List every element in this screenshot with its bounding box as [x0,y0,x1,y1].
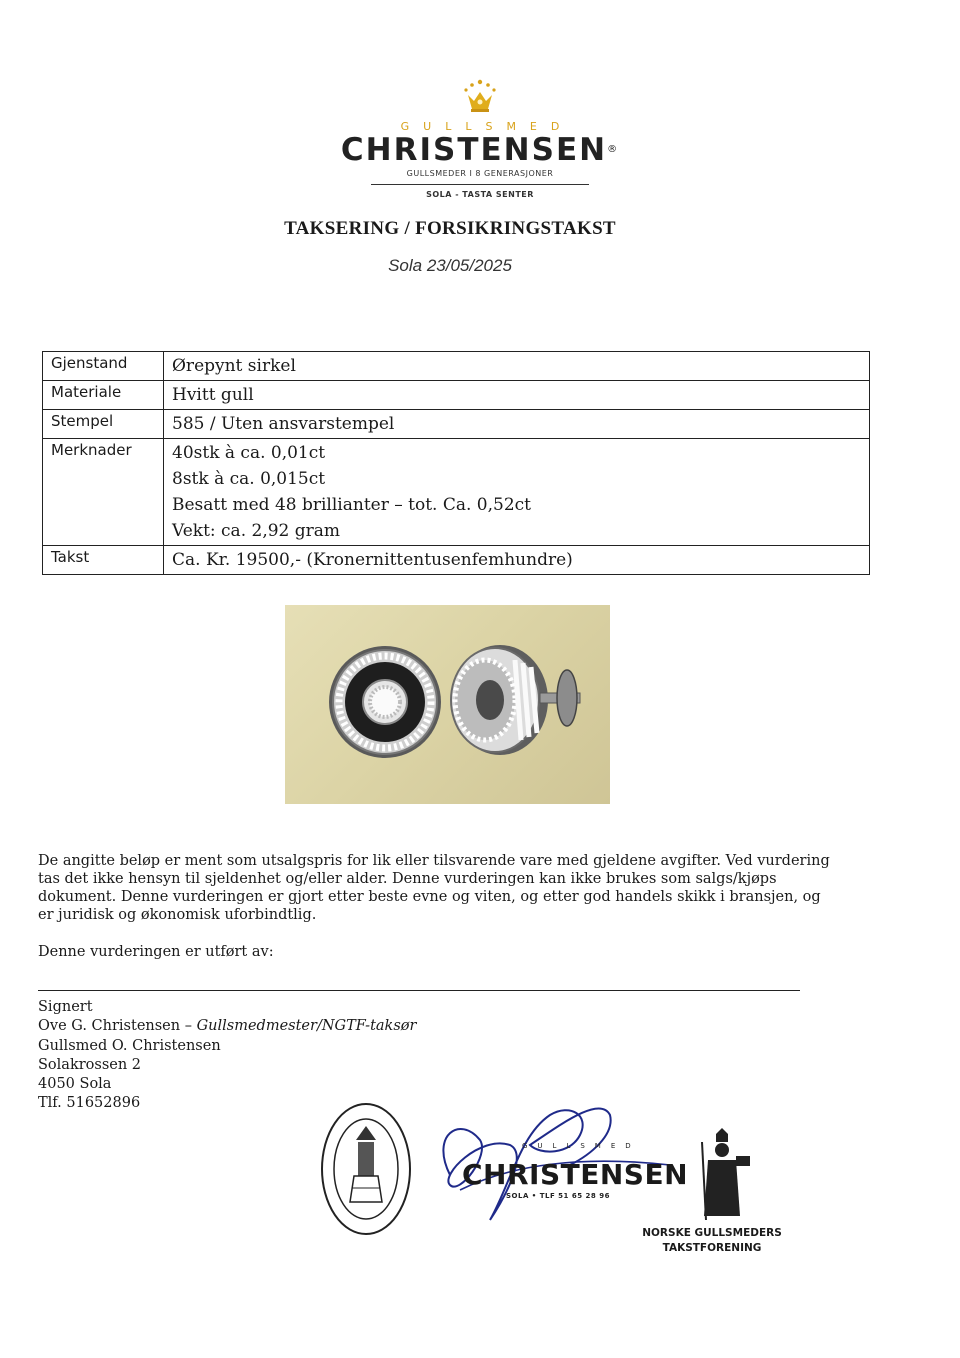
value-line: Vekt: ca. 2,92 gram [172,521,341,541]
value-line: Ørepynt sirkel [172,356,296,376]
stamp-phone: SOLA • TLF 51 65 28 96 [506,1192,610,1200]
signer-street: Solakrossen 2 [38,1056,142,1073]
value-line: Hvitt gull [172,385,254,405]
document-title: TAKSERING / FORSIKRINGSTAKST [284,218,616,239]
table-row [43,546,870,575]
row-label-takst: Takst [43,546,164,575]
guild-name [632,1226,792,1256]
signer-block [38,998,416,1114]
guild-line-2: TAKSTFORENING [662,1242,762,1254]
signer-company: Gullsmed O. Christensen [38,1037,221,1054]
document-date: Sola 23/05/2025 [388,256,512,275]
row-value-merknader [164,439,870,546]
row-label-gjenstand: Gjenstand [43,352,164,381]
row-value-gjenstand [164,352,870,381]
value-line: 40stk à ca. 0,01ct [172,443,326,463]
row-value-stempel [164,410,870,439]
crown-icon [460,78,500,114]
row-value-materiale [164,381,870,410]
logo-brand-text: CHRISTENSEN [340,132,608,168]
signed-label: Signert [38,999,93,1015]
logo-divider [371,184,589,185]
signer-postal: 4050 Sola [38,1076,112,1093]
value-line: Besatt med 48 brillianter – tot. Ca. 0,52ct [172,495,532,515]
stamp-brand: CHRISTENSEN [462,1158,689,1191]
signer-phone: Tlf. 51652896 [38,1095,141,1112]
logo-brand [0,133,960,167]
table-row [43,381,870,410]
signer-name-line [38,1017,416,1036]
specification-table [42,351,870,575]
guild-line-1: NORSKE GULLSMEDERS [642,1227,782,1239]
row-label-materiale: Materiale [43,381,164,410]
table-row [43,439,870,546]
signer-title: Gullsmedmester/NGTF-taksør [196,1018,417,1035]
signature-line [38,990,800,991]
registered-member-seal [318,1100,414,1238]
performed-by-label: Denne vurderingen er utført av: [38,944,274,960]
earrings-illustration [285,605,610,804]
stamp-gullsmed: GULLSMED [522,1142,641,1150]
row-value-takst [164,546,870,575]
signer-name: Ove G. Christensen [38,1018,181,1035]
value-line: 8stk à ca. 0,015ct [172,469,326,489]
company-logo [0,78,960,199]
guild-emblem-icon [692,1128,752,1223]
table-row [43,352,870,381]
logo-location: SOLA - TASTA SENTER [426,190,534,199]
signer-separator: – [180,1018,197,1035]
logo-tagline: GULLSMEDER I 8 GENERASJONER [406,169,554,178]
product-photo [285,605,610,804]
row-label-merknader: Merknader [43,439,164,546]
registered-mark: ® [607,144,620,155]
value-line: 585 / Uten ansvarstempel [172,414,395,434]
value-line: Ca. Kr. 19500,- (Kronernittentusenfemhundre) [172,550,573,570]
row-label-stempel: Stempel [43,410,164,439]
disclaimer-text: De angitte beløp er ment som utsalgspris for lik eller tilsvarende vare med gjeldene avgifter. Ved vurdering tas det ikke hensyn til sjeldenhet og/eller alder. Denne vurderingen kan ikke brukes som salgs/kjøps dokument. Denne vurderingen er gjort etter beste evne og viten, og etter god handels skikk i bransjen, og er juridisk og økonomisk uforbindtlig. [38,853,830,923]
table-row [43,410,870,439]
logo-gullsmed: GULLSMED [400,120,574,133]
